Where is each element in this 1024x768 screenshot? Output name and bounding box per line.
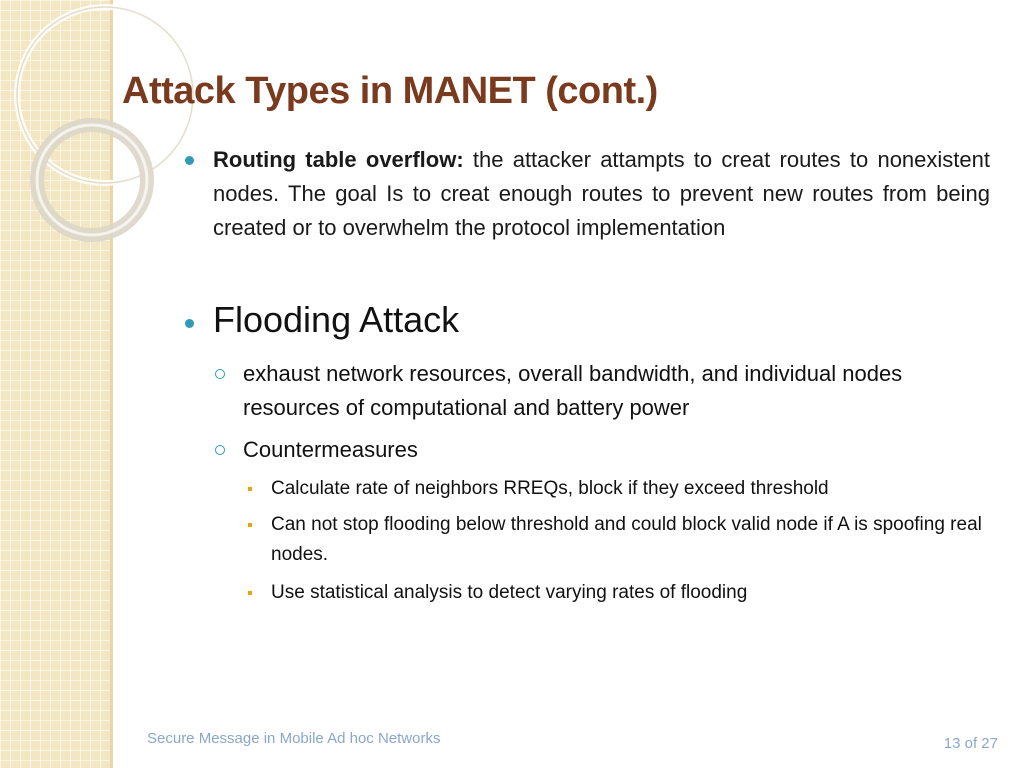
- sub-sub-bullet-text: Can not stop flooding below threshold and could block valid node if A is spoofing real nodes.: [271, 514, 982, 565]
- footer-text: Secure Message in Mobile Ad hoc Networks: [147, 730, 441, 747]
- sub-bullet-ring-icon: [215, 445, 225, 455]
- sub-sub-bullet-text: Use statistical analysis to detect varying rates of flooding: [271, 582, 748, 603]
- bullet-description: the attacker attampts to creat routes to nonexistent nodes. The goal Is to creat enough routes to prevent new routes from being created or to overwhelm the protocol implementation: [213, 147, 990, 240]
- sub-sub-bullet-icon: [248, 487, 252, 491]
- decorative-rings-graphic: [0, 0, 200, 260]
- sub-bullet-text: exhaust network resources, overall bandwidth, and individual nodes resources of computational and battery power: [243, 361, 903, 420]
- bullet-routing-text: [213, 143, 990, 245]
- page-number: 13 of 27: [943, 735, 998, 752]
- sub-sub-bullet-icon: [248, 523, 252, 527]
- sub-bullet-ring-icon: [215, 369, 225, 379]
- bullet-dot-icon: [185, 156, 194, 165]
- slide-title: Attack Types in MANET (cont.): [122, 70, 658, 112]
- sub-sub-bullet-icon: [248, 591, 252, 595]
- bullet-term: Routing table overflow:: [213, 147, 464, 172]
- sub-sub-bullet-text: Calculate rate of neighbors RREQs, block if they exceed threshold: [271, 478, 829, 499]
- bullet-flooding-heading: Flooding Attack: [213, 299, 460, 340]
- bullet-dot-icon: [185, 319, 194, 328]
- sub-bullet-text: Countermeasures: [243, 437, 418, 462]
